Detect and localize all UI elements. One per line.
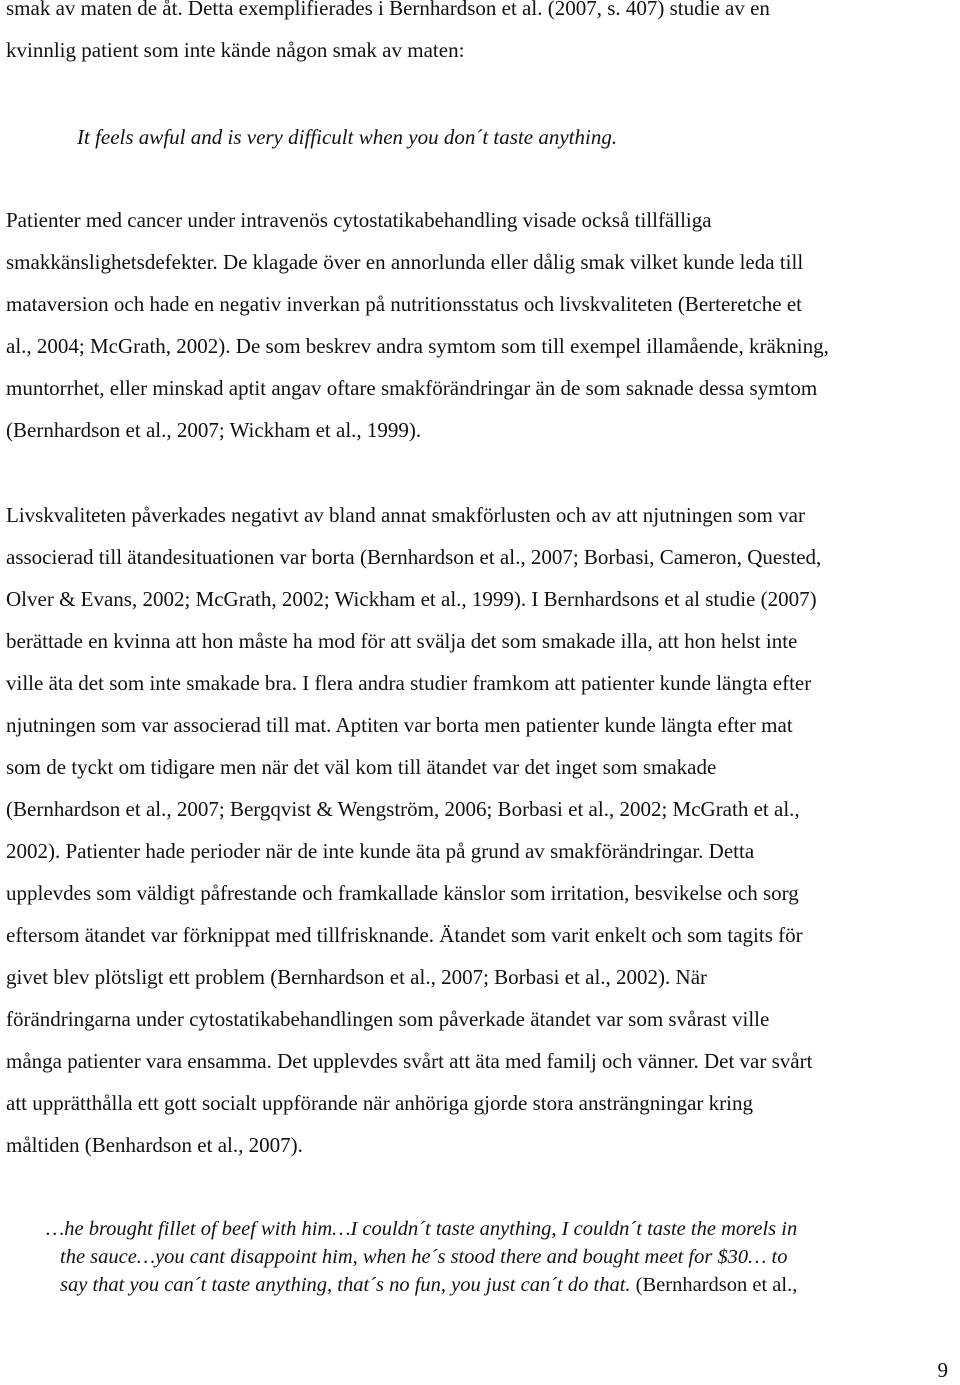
page-number: 9: [937, 1358, 948, 1382]
text-line: mataversion och hade en negativ inverkan på nutritionsstatus och livskvaliteten (Berteretche et: [6, 292, 802, 316]
text-line: Olver & Evans, 2002; McGrath, 2002; Wickham et al., 1999). I Bernhardsons et al studie (2007): [6, 587, 817, 611]
text-line: 2002). Patienter hade perioder när de inte kunde äta på grund av smakförändringar. Detta: [6, 839, 755, 863]
text-line: att upprätthålla ett gott socialt uppförande när anhöriga gjorde stora ansträngningar kring: [6, 1091, 754, 1115]
text-line: eftersom ätandet var förknippat med tillfrisknande. Ätandet som varit enkelt och som tagits för: [6, 923, 803, 947]
text-line: många patienter vara ensamma. Det upplevdes svårt att äta med familj och vänner. Det var svårt: [6, 1049, 813, 1073]
quote-citation: (Bernhardson et al.,: [630, 1274, 798, 1296]
text-line: måltiden (Benhardson et al., 2007).: [6, 1133, 303, 1157]
text-line: (Bernhardson et al., 2007; Bergqvist & Wengström, 2006; Borbasi et al., 2002; McGrath et al.,: [6, 797, 800, 821]
text-line: ville äta det som inte smakade bra. I flera andra studier framkom att patienter kunde längta efter: [6, 671, 812, 695]
patient-quote-text: say that you can´t taste anything, that´s no fun, you just can´t do that.: [60, 1274, 631, 1296]
text-line: (Bernhardson et al., 2007; Wickham et al., 1999).: [6, 418, 422, 442]
text-line: al., 2004; McGrath, 2002). De som beskrev andra symtom som till exempel illamående, kräkning,: [6, 334, 829, 358]
text-line: förändringarna under cytostatikabehandlingen som påverkade ätandet var som svårast ville: [6, 1007, 770, 1031]
patient-quote-line: …he brought fillet of beef with him…I couldn´t taste anything, I couldn´t taste the morels in: [46, 1218, 798, 1240]
text-line: njutningen som var associerad till mat. Aptiten var borta men patienter kunde längta efter mat: [6, 713, 793, 737]
text-line: muntorrhet, eller minskad aptit angav oftare smakförändringar än de som saknade dessa symtom: [6, 376, 818, 400]
text-line: berättade en kvinna att hon måste ha mod för att svälja det som smakade illa, att hon helst inte: [6, 629, 798, 653]
text-line: upplevdes som väldigt påfrestande och framkallade känslor som irritation, besvikelse och sorg: [6, 881, 799, 905]
text-line: smakkänslighetsdefekter. De klagade över en annorlunda eller dålig smak vilket kunde leda till: [6, 250, 804, 274]
text-line: givet blev plötsligt ett problem (Bernhardson et al., 2007; Borbasi et al., 2002). När: [6, 965, 708, 989]
patient-quote-line: [60, 1273, 797, 1297]
text-line: som de tyckt om tidigare men när det väl kom till ätandet var det inget som smakade: [6, 755, 717, 779]
text-line: smak av maten de åt. Detta exemplifierades i Bernhardson et al. (2007, s. 407) studie av en: [6, 0, 770, 20]
text-line: kvinnlig patient som inte kände någon smak av maten:: [6, 38, 465, 62]
patient-quote-line: the sauce…you cant disappoint him, when he´s stood there and bought meet for $30… to: [60, 1246, 788, 1268]
text-line: associerad till ätandesituationen var borta (Bernhardson et al., 2007; Borbasi, Cameron, Quested,: [6, 545, 822, 569]
text-line: Patienter med cancer under intravenös cytostatikabehandling visade också tillfälliga: [6, 208, 712, 232]
block-quote: It feels awful and is very difficult when you don´t taste anything.: [77, 125, 618, 149]
text-line: Livskvaliteten påverkades negativt av bland annat smakförlusten och av att njutningen som var: [6, 503, 805, 527]
